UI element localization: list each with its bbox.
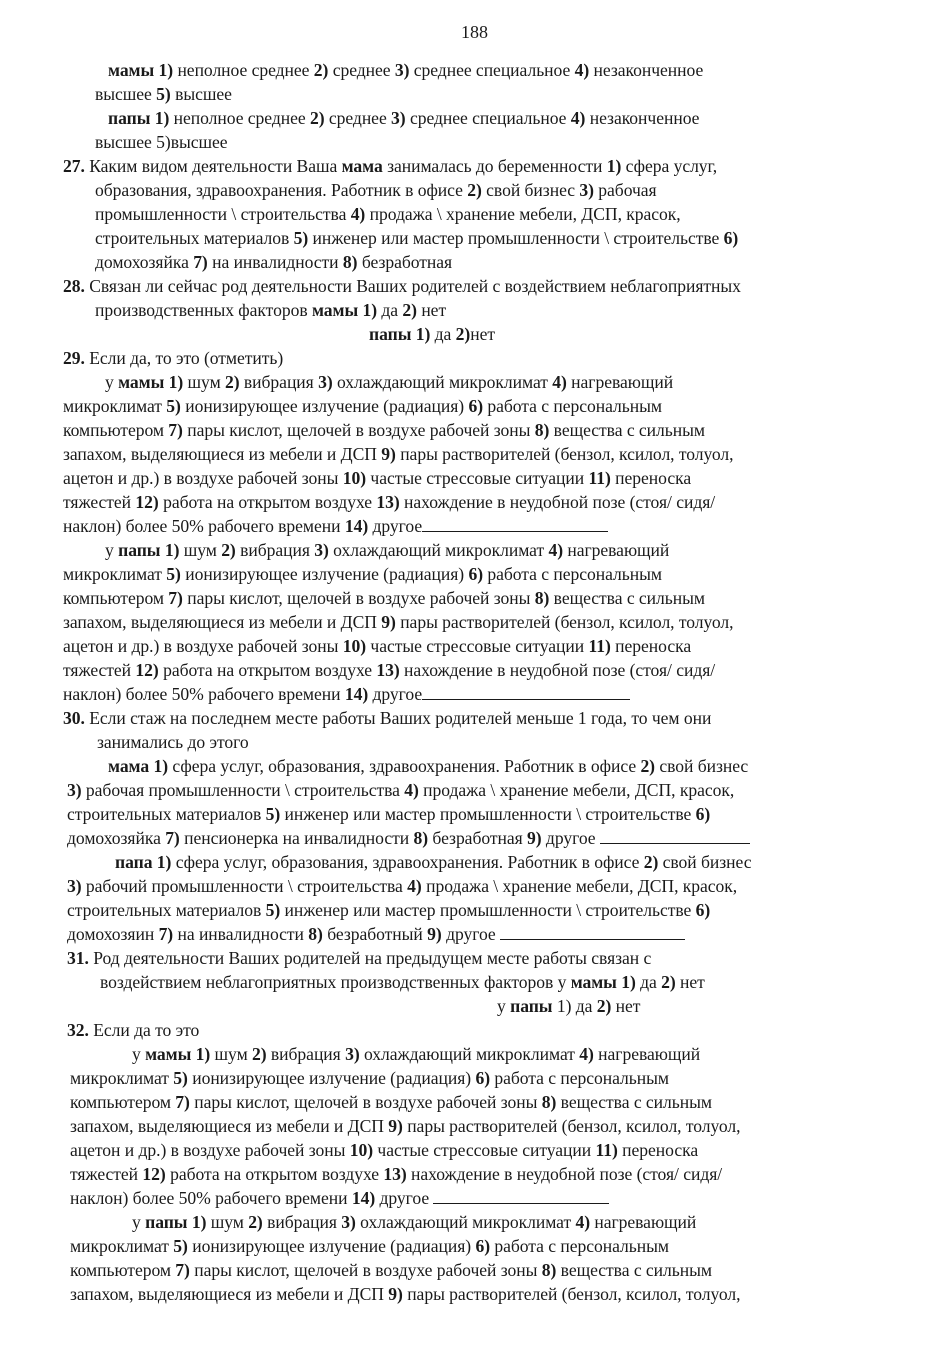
text-segment: безработный — [322, 924, 428, 944]
text-segment: охлаждающий микроклимат — [332, 372, 553, 392]
text-segment: занималась до беременности — [382, 156, 607, 176]
option-number: 6) — [475, 1236, 491, 1256]
text-line — [70, 1258, 712, 1282]
text-segment: домохозяин — [67, 924, 159, 944]
text-segment: производственных факторов — [95, 300, 312, 320]
option-number: 3) — [391, 108, 406, 128]
text-segment: пары кислот, щелочей в воздухе рабочей зоны — [182, 420, 535, 440]
text-segment: инженер или мастер промышленности \ строительстве — [308, 228, 724, 248]
text-line — [63, 634, 691, 658]
text-segment: ионизирующее излучение (радиация) — [180, 396, 469, 416]
text-segment: нахождение в неудобной позе (стоя/ сидя/ — [406, 1164, 723, 1184]
text-segment: да — [635, 972, 662, 992]
option-number: 4) — [552, 372, 567, 392]
text-segment: нагревающий — [563, 540, 670, 560]
option-number: 7) — [165, 828, 180, 848]
text-segment: охлаждающий микроклимат — [355, 1212, 576, 1232]
text-segment: пенсионерка на инвалидности — [179, 828, 414, 848]
text-line — [67, 898, 710, 922]
text-segment: шум — [206, 1212, 249, 1232]
text-segment: запахом, выделяющиеся из мебели и ДСП — [70, 1284, 389, 1304]
text-segment: переноска — [617, 1140, 699, 1160]
option-number: 2) — [596, 996, 612, 1016]
text-segment: ацетон и др.) в воздухе рабочей зоны — [63, 468, 343, 488]
text-line — [67, 922, 685, 946]
text-segment: работа с персональным — [490, 1236, 669, 1256]
option-number: 5) — [166, 564, 181, 584]
text-segment: среднее — [324, 108, 392, 128]
answer-blank[interactable] — [433, 1189, 609, 1204]
answer-blank[interactable] — [600, 829, 750, 844]
text-segment: работа на открытом воздухе — [158, 492, 377, 512]
text-line — [67, 874, 737, 898]
text-segment: микроклимат — [63, 564, 167, 584]
text-segment: продажа \ хранение мебели, ДСП, красок, — [421, 876, 738, 896]
text-line — [70, 1162, 722, 1186]
text-line — [108, 58, 703, 82]
option-number: 8) — [342, 252, 358, 272]
option-number: 5) — [265, 900, 281, 920]
option-number: 14) — [344, 516, 369, 536]
text-segment: вибрация — [235, 540, 315, 560]
option-number: 11) — [588, 468, 611, 488]
text-line — [63, 514, 608, 538]
text-segment: запахом, выделяющиеся из мебели и ДСП — [70, 1116, 389, 1136]
text-line — [70, 1282, 740, 1306]
text-segment: запахом, выделяющиеся из мебели и ДСП — [63, 444, 382, 464]
option-number: 6) — [468, 564, 484, 584]
option-number: 4) — [575, 1212, 591, 1232]
option-number: 9) — [381, 444, 396, 464]
option-number: мамы 1) — [145, 1044, 211, 1064]
text-segment: вибрация — [262, 1212, 342, 1232]
option-number: 5) — [166, 396, 181, 416]
option-number: 5) — [156, 84, 171, 104]
option-number: 27. — [63, 156, 85, 176]
option-number: 5) — [173, 1068, 188, 1088]
option-number: 2) — [252, 1044, 267, 1064]
text-segment: нет — [675, 972, 705, 992]
text-segment: пары кислот, щелочей в воздухе рабочей зоны — [189, 1260, 542, 1280]
text-segment: инженер или мастер промышленности \ строительстве — [280, 900, 696, 920]
text-segment: другое — [368, 684, 423, 704]
option-number: 12) — [142, 1164, 166, 1184]
option-number: 9) — [527, 828, 542, 848]
text-line — [63, 610, 733, 634]
option-number: 4) — [570, 108, 586, 128]
option-number: 31. — [67, 948, 89, 968]
text-segment: Если стаж на последнем месте работы Ваших родителей меньше 1 года, то чем они — [84, 708, 712, 728]
option-number: 14) — [344, 684, 369, 704]
text-segment: компьютером — [70, 1260, 176, 1280]
text-line — [132, 1210, 696, 1234]
option-number: папы 1) — [369, 324, 431, 344]
text-segment: шум — [183, 372, 225, 392]
text-segment: частые стрессовые ситуации — [366, 468, 589, 488]
option-number: 13) — [376, 660, 400, 680]
text-segment: да — [377, 300, 403, 320]
text-line — [63, 490, 715, 514]
text-segment: шум — [179, 540, 222, 560]
text-segment: работа с персональным — [483, 564, 662, 584]
text-segment: вибрация — [266, 1044, 346, 1064]
text-segment: безработная — [357, 252, 453, 272]
text-segment: высшее 5)высшее — [95, 132, 228, 152]
text-segment: вещества с сильным — [556, 1260, 712, 1280]
text-segment: неполное среднее — [173, 60, 314, 80]
option-number: 1) — [606, 156, 622, 176]
option-number: 2) — [309, 108, 325, 128]
text-segment: ионизирующее излучение (радиация) — [187, 1068, 476, 1088]
text-segment: сфера услуг, — [621, 156, 718, 176]
text-line — [132, 1042, 700, 1066]
text-segment: среднее — [328, 60, 395, 80]
option-number: 2) — [455, 324, 471, 344]
text-line — [63, 682, 630, 706]
option-number: 13) — [383, 1164, 407, 1184]
text-line — [95, 298, 446, 322]
option-number: 2) — [643, 852, 659, 872]
text-segment: работа с персональным — [483, 396, 662, 416]
text-segment: переноска — [610, 468, 692, 488]
option-number: 11) — [595, 1140, 618, 1160]
text-segment: нахождение в неудобной позе (стоя/ сидя/ — [399, 660, 716, 680]
text-line — [63, 586, 705, 610]
option-number: 8) — [541, 1260, 557, 1280]
option-number: 7) — [168, 588, 183, 608]
text-line — [70, 1114, 740, 1138]
text-segment: нет — [611, 996, 641, 1016]
text-segment: Связан ли сейчас род деятельности Ваших родителей с воздействием неблагоприятных — [84, 276, 741, 296]
text-segment: незаконченное — [585, 108, 700, 128]
option-number: мамы 1) — [118, 372, 184, 392]
option-number: 5) — [173, 1236, 188, 1256]
text-segment: на инвалидности — [173, 924, 309, 944]
option-number: 3) — [341, 1212, 356, 1232]
text-line — [95, 178, 657, 202]
text-segment: высшее — [95, 84, 157, 104]
text-segment: на инвалидности — [207, 252, 343, 272]
option-number: 32. — [67, 1020, 89, 1040]
option-number: 6) — [723, 228, 739, 248]
option-number: мамы 1) — [570, 972, 636, 992]
text-segment: вещества с сильным — [549, 588, 705, 608]
option-number: 10) — [342, 468, 367, 488]
text-segment: занимались до этого — [97, 732, 249, 752]
text-line — [95, 130, 228, 154]
answer-blank[interactable] — [500, 925, 685, 940]
text-segment: у — [497, 996, 511, 1016]
option-number: 14) — [351, 1188, 376, 1208]
text-segment: нет — [416, 300, 447, 320]
text-line — [63, 274, 741, 298]
option-number: 10) — [349, 1140, 374, 1160]
option-number: 12) — [135, 492, 159, 512]
text-segment: свой бизнес — [481, 180, 580, 200]
option-number: 13) — [376, 492, 400, 512]
text-segment: наклон) более 50% рабочего времени — [63, 516, 345, 536]
text-segment: строительных материалов — [67, 804, 266, 824]
option-number: 2) — [402, 300, 417, 320]
text-line — [63, 346, 283, 370]
option-number: 4) — [574, 60, 590, 80]
text-segment: рабочая — [593, 180, 657, 200]
text-line — [95, 250, 452, 274]
text-segment: нагревающий — [566, 372, 674, 392]
text-segment: нагревающий — [593, 1044, 701, 1064]
option-number: 7) — [193, 252, 208, 272]
text-segment: вещества с сильным — [549, 420, 705, 440]
text-line — [63, 562, 662, 586]
text-segment: строительных материалов — [95, 228, 294, 248]
text-line — [70, 1186, 609, 1210]
text-line — [63, 658, 715, 682]
option-number: 2) — [313, 60, 329, 80]
option-number: папы 1) — [118, 540, 180, 560]
text-segment: у — [132, 1212, 146, 1232]
text-segment: работа на открытом воздухе — [165, 1164, 384, 1184]
option-number: 10) — [342, 636, 367, 656]
option-number: мама — [341, 156, 383, 176]
option-number: мамы 1) — [108, 60, 174, 80]
text-segment: нагревающий — [590, 1212, 697, 1232]
answer-blank[interactable] — [422, 685, 630, 700]
option-number: 3) — [394, 60, 410, 80]
text-segment: домохозяйка — [95, 252, 194, 272]
text-segment: у — [105, 372, 119, 392]
option-number: 4) — [548, 540, 564, 560]
text-segment: среднее специальное — [409, 60, 575, 80]
text-segment: у — [105, 540, 119, 560]
text-segment: тяжестей — [63, 492, 136, 512]
text-segment: Если да, то это (отметить) — [84, 348, 284, 368]
text-segment: компьютером — [63, 420, 169, 440]
text-line — [100, 970, 705, 994]
text-segment: ионизирующее излучение (радиация) — [180, 564, 469, 584]
option-number: папа 1) — [115, 852, 172, 872]
text-segment: пары растворителей (бензол, ксилол, толуол, — [395, 612, 734, 632]
text-segment: неполное среднее — [169, 108, 310, 128]
text-segment: незаконченное — [589, 60, 704, 80]
option-number: 8) — [541, 1092, 557, 1112]
option-number: 6) — [695, 804, 711, 824]
text-segment: строительных материалов — [67, 900, 266, 920]
option-number: 30. — [63, 708, 85, 728]
option-number: 2) — [221, 540, 236, 560]
text-line — [105, 538, 669, 562]
option-number: 8) — [413, 828, 429, 848]
text-segment: Если да то это — [88, 1020, 200, 1040]
option-number: 2) — [248, 1212, 263, 1232]
text-segment: сфера услуг, образования, здравоохранения. Работник в офисе — [168, 756, 641, 776]
option-number: 8) — [534, 588, 550, 608]
text-segment: работа на открытом воздухе — [158, 660, 377, 680]
text-segment: продажа \ хранение мебели, ДСП, красок, — [418, 780, 735, 800]
text-segment: безработная — [428, 828, 528, 848]
text-segment: продажа \ хранение мебели, ДСП, красок, — [365, 204, 681, 224]
text-segment: свой бизнес — [655, 756, 749, 776]
option-number: 3) — [67, 876, 82, 896]
option-number: папы — [510, 996, 553, 1016]
text-line — [95, 226, 738, 250]
option-number: 8) — [308, 924, 323, 944]
option-number: 2) — [661, 972, 676, 992]
option-number: мама 1) — [108, 756, 169, 776]
text-line — [70, 1234, 669, 1258]
text-segment: пары растворителей (бензол, ксилол, толуол, — [402, 1116, 741, 1136]
text-segment: рабочая промышленности \ строительства — [81, 780, 405, 800]
option-number: 2) — [225, 372, 240, 392]
text-segment: нахождение в неудобной позе (стоя/ сидя/ — [399, 492, 716, 512]
option-number: 7) — [175, 1092, 190, 1112]
text-segment: ацетон и др.) в воздухе рабочей зоны — [70, 1140, 350, 1160]
option-number: 2) — [640, 756, 655, 776]
option-number: 11) — [588, 636, 611, 656]
text-line — [67, 802, 710, 826]
option-number: 3) — [67, 780, 82, 800]
text-segment: компьютером — [63, 588, 169, 608]
text-segment: шум — [210, 1044, 252, 1064]
text-segment: другое — [541, 828, 600, 848]
text-line — [63, 418, 705, 442]
option-number: 5) — [265, 804, 281, 824]
option-number: 3) — [579, 180, 594, 200]
text-segment: микроклимат — [70, 1068, 174, 1088]
option-number: 6) — [695, 900, 711, 920]
text-segment: воздействием неблагоприятных производственных факторов у — [100, 972, 571, 992]
option-number: 3) — [345, 1044, 360, 1064]
text-segment: запахом, выделяющиеся из мебели и ДСП — [63, 612, 382, 632]
text-segment: вибрация — [239, 372, 319, 392]
text-segment: среднее специальное — [405, 108, 571, 128]
text-segment: другое — [368, 516, 423, 536]
text-line — [63, 442, 733, 466]
text-segment: Род деятельности Ваших родителей на предыдущем месте работы связан с — [88, 948, 652, 968]
text-segment: ацетон и др.) в воздухе рабочей зоны — [63, 636, 343, 656]
option-number: 7) — [175, 1260, 190, 1280]
text-segment: образования, здравоохранения. Работник в офисе — [95, 180, 468, 200]
text-segment: наклон) более 50% рабочего времени — [70, 1188, 352, 1208]
option-number: 4) — [579, 1044, 594, 1064]
text-segment: переноска — [610, 636, 692, 656]
text-segment: наклон) более 50% рабочего времени — [63, 684, 345, 704]
text-line — [369, 322, 495, 346]
text-segment: Каким видом деятельности Ваша — [84, 156, 342, 176]
option-number: 8) — [534, 420, 550, 440]
option-number: папы 1) — [145, 1212, 207, 1232]
text-segment: частые стрессовые ситуации — [366, 636, 589, 656]
text-line — [63, 706, 711, 730]
text-segment: вещества с сильным — [556, 1092, 712, 1112]
text-segment: рабочий промышленности \ строительства — [81, 876, 408, 896]
text-segment: пары кислот, щелочей в воздухе рабочей зоны — [189, 1092, 542, 1112]
text-segment: у — [132, 1044, 146, 1064]
text-segment: микроклимат — [70, 1236, 174, 1256]
text-segment: высшее — [170, 84, 232, 104]
text-line — [97, 730, 249, 754]
text-segment: другое — [441, 924, 501, 944]
text-line — [70, 1090, 712, 1114]
text-segment: нет — [470, 324, 495, 344]
text-line — [108, 106, 699, 130]
text-segment: микроклимат — [63, 396, 167, 416]
text-line — [95, 82, 232, 106]
answer-blank[interactable] — [422, 517, 608, 532]
text-segment: тяжестей — [63, 660, 136, 680]
option-number: папы 1) — [108, 108, 170, 128]
text-segment: пары растворителей (бензол, ксилол, толуол, — [402, 1284, 741, 1304]
text-line — [105, 370, 673, 394]
option-number: 4) — [404, 780, 419, 800]
option-number: 29. — [63, 348, 85, 368]
text-line — [67, 946, 651, 970]
option-number: 7) — [158, 924, 174, 944]
option-number: 9) — [427, 924, 442, 944]
text-segment: 1) да — [552, 996, 597, 1016]
text-segment: охлаждающий микроклимат — [328, 540, 549, 560]
text-segment: охлаждающий микроклимат — [359, 1044, 580, 1064]
text-segment: частые стрессовые ситуации — [373, 1140, 596, 1160]
option-number: 7) — [168, 420, 183, 440]
text-segment: тяжестей — [70, 1164, 143, 1184]
text-segment: пары растворителей (бензол, ксилол, толуол, — [395, 444, 734, 464]
option-number: 9) — [381, 612, 396, 632]
option-number: 3) — [314, 540, 329, 560]
option-number: 6) — [468, 396, 484, 416]
text-segment: инженер или мастер промышленности \ строительстве — [280, 804, 696, 824]
text-segment: свой бизнес — [658, 852, 752, 872]
text-line — [108, 754, 748, 778]
text-segment: сфера услуг, образования, здравоохранения. Работник в офисе — [171, 852, 644, 872]
option-number: 12) — [135, 660, 159, 680]
text-line — [67, 826, 750, 850]
text-segment: ионизирующее излучение (радиация) — [187, 1236, 476, 1256]
text-segment: пары кислот, щелочей в воздухе рабочей зоны — [182, 588, 535, 608]
option-number: 5) — [293, 228, 309, 248]
option-number: 28. — [63, 276, 85, 296]
text-line — [70, 1066, 669, 1090]
text-line — [115, 850, 752, 874]
text-line — [63, 466, 691, 490]
text-line — [67, 778, 734, 802]
option-number: 3) — [318, 372, 333, 392]
option-number: 6) — [475, 1068, 491, 1088]
text-segment: компьютером — [70, 1092, 176, 1112]
text-line — [67, 1018, 199, 1042]
text-line — [497, 994, 640, 1018]
text-line — [70, 1138, 698, 1162]
option-number: 9) — [388, 1116, 403, 1136]
text-segment: промышленности \ строительства — [95, 204, 351, 224]
option-number: 9) — [388, 1284, 403, 1304]
option-number: мамы 1) — [311, 300, 378, 320]
text-segment: домохозяйка — [67, 828, 166, 848]
text-segment: другое — [375, 1188, 434, 1208]
text-line — [63, 394, 662, 418]
option-number: 4) — [350, 204, 366, 224]
option-number: 4) — [407, 876, 422, 896]
text-segment: да — [430, 324, 456, 344]
text-segment: работа с персональным — [490, 1068, 669, 1088]
page-number: 188 — [461, 22, 488, 42]
option-number: 2) — [467, 180, 482, 200]
text-line — [63, 154, 717, 178]
text-line — [95, 202, 681, 226]
